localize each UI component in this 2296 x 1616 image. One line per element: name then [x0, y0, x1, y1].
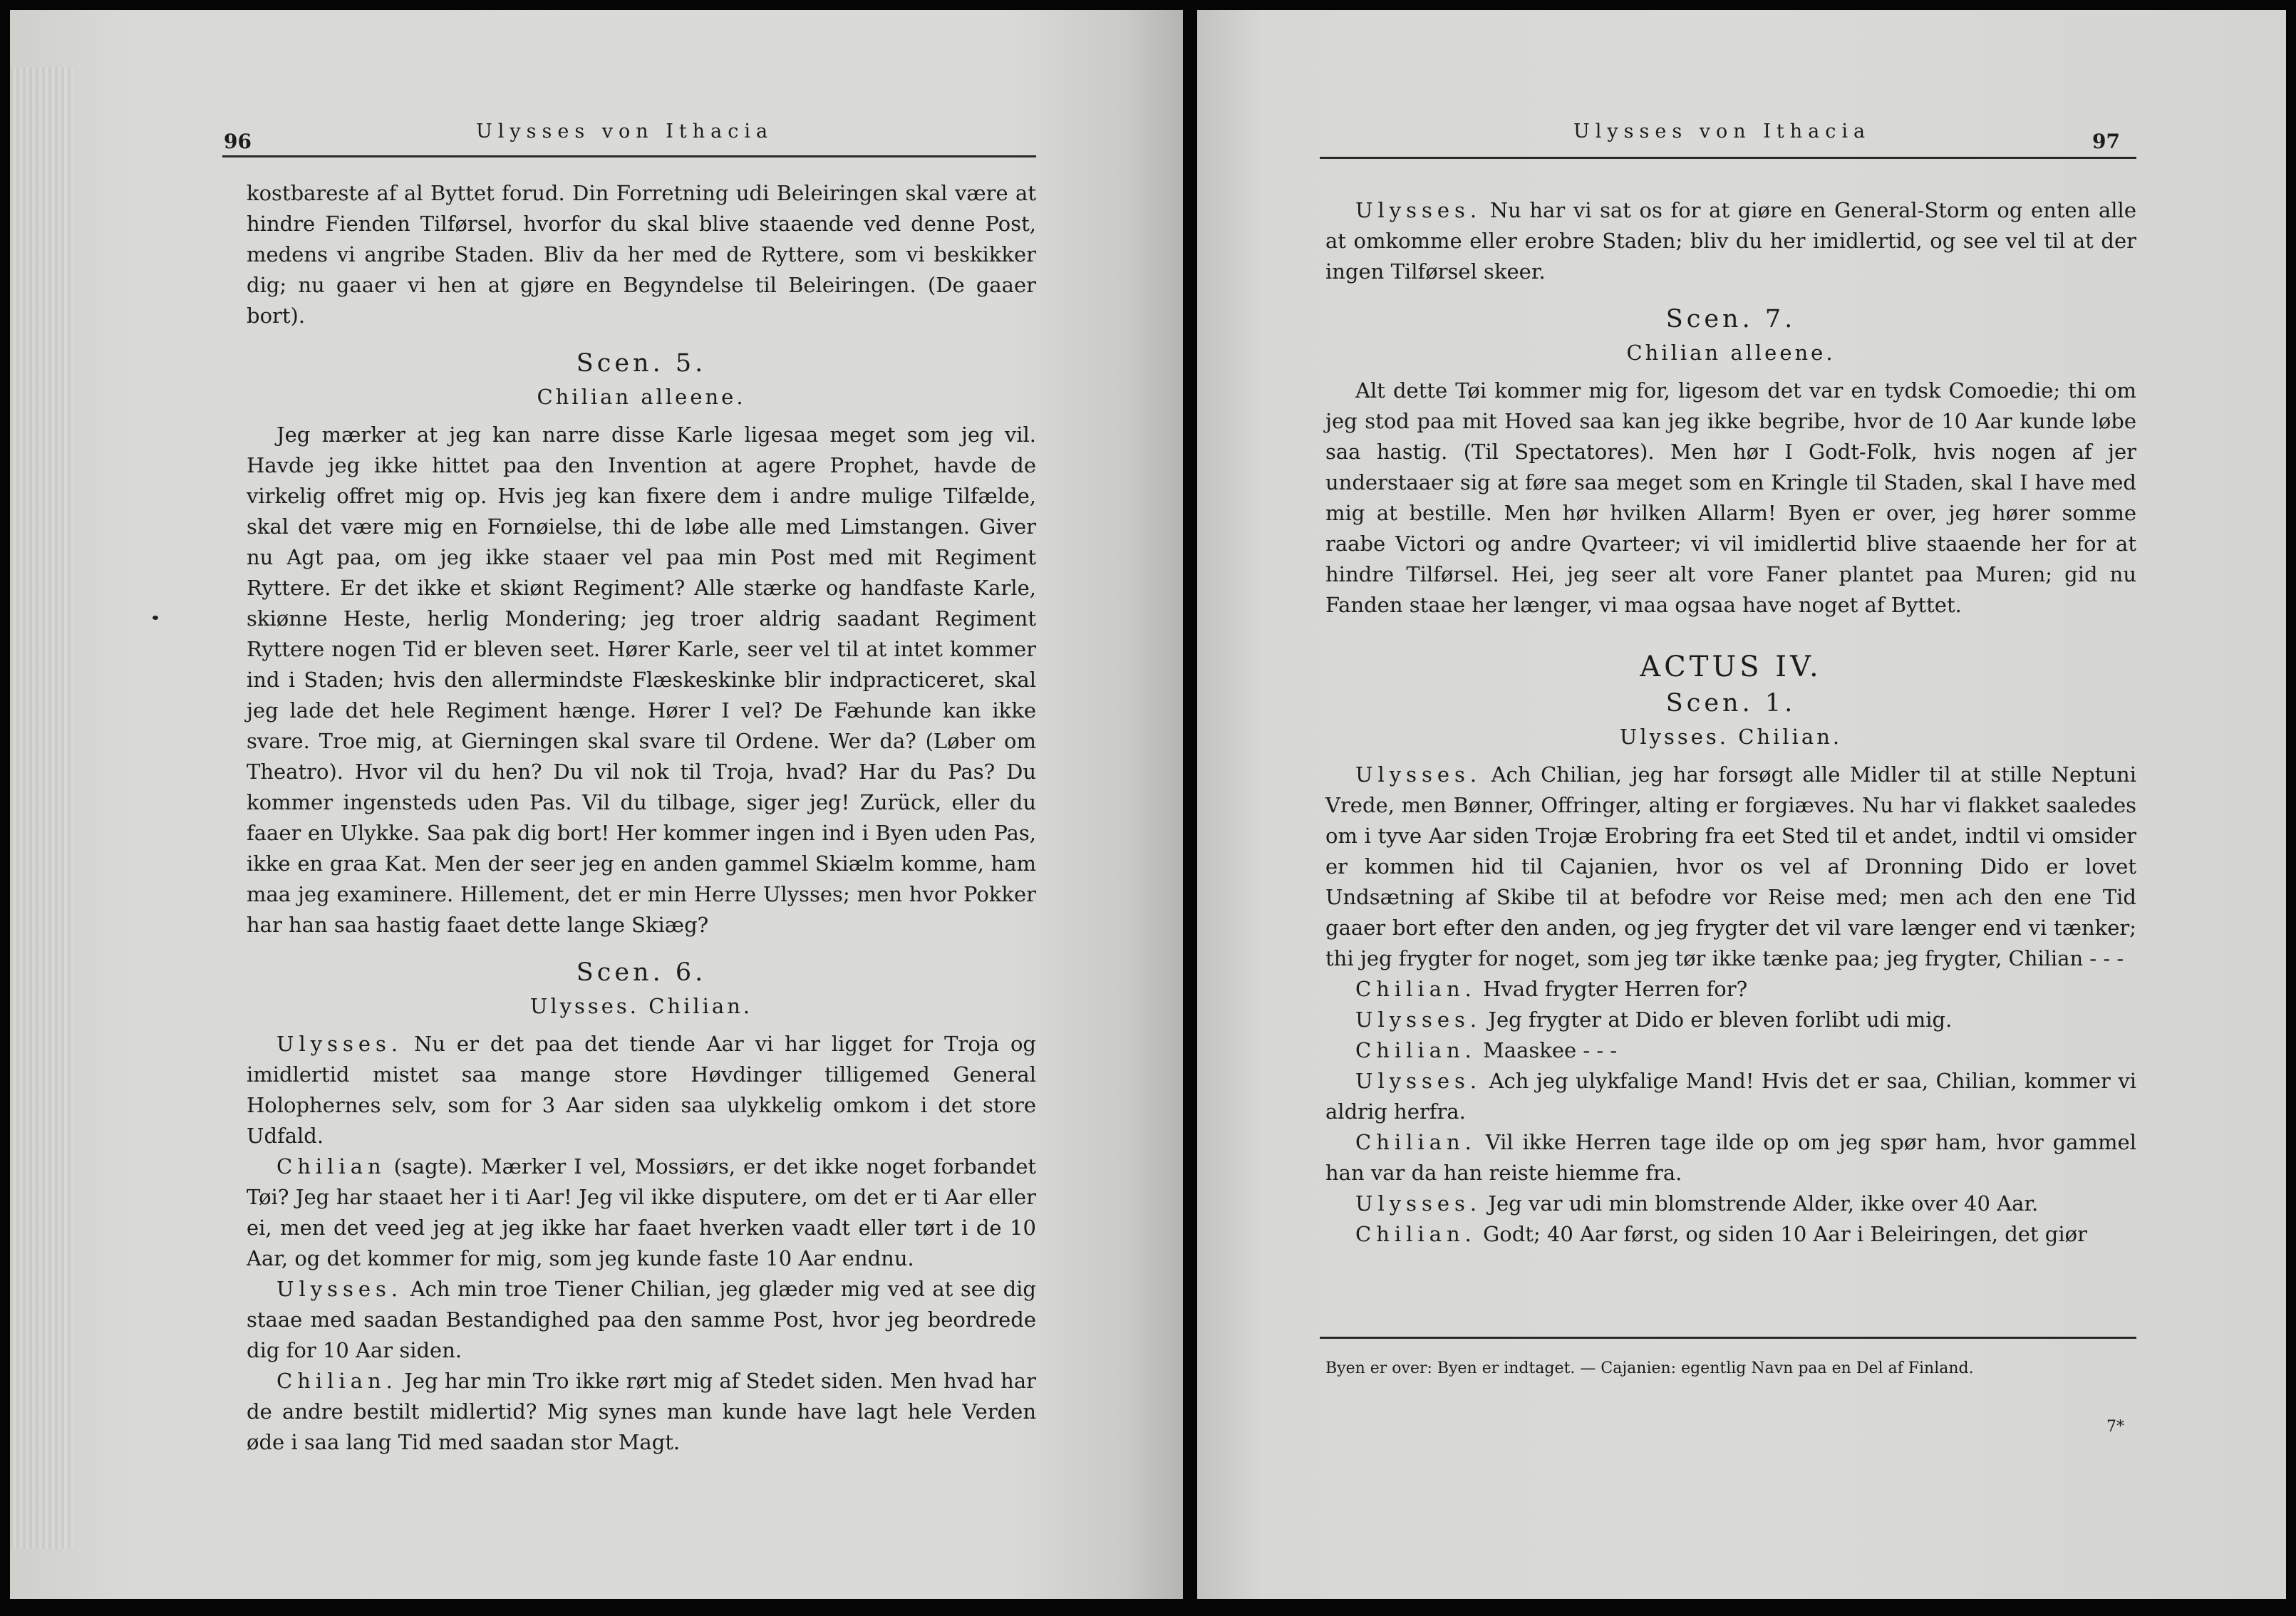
speaker: Chilian. — [276, 1369, 398, 1393]
footnote-rule — [1320, 1337, 2136, 1339]
line-text: Jeg frygter at Dido er bleven forlibt udi mig. — [1488, 1008, 1953, 1032]
line-text: (sagte). Mærker I vel, Mossiørs, er det ikke noget forbandet Tøi? Jeg har staaet her i ti Aar! Jeg vil ikke disputere, om det er ti Aar eller ei, men det veed jeg at jeg ikke har faaet hverken vaadt eller tørt i de 10 Aar, og det kommer for mig, som jeg kunde faste 10 Aar endnu. — [247, 1154, 1037, 1270]
scene-1-cast: Ulysses. Chilian. — [1619, 725, 1843, 749]
dialogue-line — [1325, 1127, 2136, 1188]
speaker: Ulysses. — [1355, 1008, 1482, 1032]
line-text: Ach jeg ulykfalige Mand! Hvis det er saa, Chilian, kommer vi aldrig herfra. — [1325, 1069, 2137, 1124]
scene-7-title: Scen. 7. — [1665, 305, 1796, 333]
page-number-left: 96 — [224, 130, 252, 153]
dialogue-line — [1325, 1066, 2136, 1127]
scene-1-title: Scen. 1. — [1665, 689, 1796, 718]
page-edge-stack — [10, 67, 74, 1549]
dialogue-line — [247, 1151, 1036, 1274]
right-page — [1197, 10, 2286, 1599]
speaker: Chilian. — [1355, 1130, 1477, 1154]
line-text: Ach min troe Tiener Chilian, jeg glæder mig ved at see dig staae med saadan Bestandighed paa den samme Post, hvor jeg beordrede dig for 10 Aar siden. — [247, 1277, 1036, 1362]
running-head-right: Ulysses von Ithacia — [1573, 120, 1871, 143]
scene-7-cast: Chilian alleene. — [1626, 341, 1836, 365]
line-text: Vil ikke Herren tage ilde op om jeg spør ham, hvor gammel han var da han reiste hiemme fra. — [1325, 1130, 2136, 1185]
speaker: Ulysses. — [1355, 1069, 1482, 1093]
speaker: Chilian. — [1355, 1038, 1477, 1062]
dialogue-line — [1325, 760, 2136, 974]
footnote-text: Byen er over: Byen er indtaget. — Cajanien: egentlig Navn paa en Del af Finland. — [1325, 1359, 1974, 1377]
left-page — [10, 10, 1183, 1599]
line-text: Nu har vi sat os for at giøre en General-Storm og enten alle at omkomme eller erobre Staden; bliv du her imidlertid, og see vel til at der ingen Tilførsel skeer. — [1325, 198, 2136, 284]
header-rule-right — [1320, 157, 2136, 159]
speaker: Ulysses. — [1355, 762, 1482, 787]
scene-5-monologue: Jeg mærker at jeg kan narre disse Karle ligesaa meget som jeg vil. Havde jeg ikke hittet paa den Invention at agere Prophet, havde de virkelig offret mig op. Hvis jeg kan fixere dem i andre mulige Tilfælde, skal det være mig en Fornøielse, thi de løbe alle med Limstangen. Giver nu Agt paa, om jeg ikke staaer vel paa min Post med mit Regiment Ryttere. Er det ikke et skiønt Regiment? Alle stærke og handfaste Karle, skiønne Heste, herlig Mondering; jeg troer aldrig saadant Regiment Ryttere nogen Tid er bleven seet. Hører Karle, seer vel til at intet kommer ind i Staden; hvis den allermindste Flæskeskinke blir indpracticeret, skal jeg lade det hele Regiment hænge. Hører I vel? De Fæhunde kan ikke svare. Troe mig, at Gierningen skal svare til Ordene. Wer da? (Løber om Theatro). Hvor vil du hen? Du vil nok til Troja, hvad? Har du Pas? Du kommer ingensteds uden Pas. Vil du tilbage, siger jeg! Zurück, eller du faaer en Ulykke. Saa pak dig bort! Her kommer ingen ind i Byen uden Pas, ikke en graa Kat. Men der seer jeg en anden gammel Skiælm komme, ham maa jeg examinere. Hillement, det er min Herre Ulysses; men hvor Pokker har han saa hastig faaet dette lange Skiæg? — [247, 423, 1036, 937]
line-text: Hvad frygter Herren for? — [1483, 977, 1748, 1001]
left-text-block — [247, 178, 1036, 1458]
dialogue-line — [247, 1274, 1036, 1366]
dialogue-line — [247, 1366, 1036, 1458]
dialogue-line — [1325, 1035, 2136, 1066]
line-text: Nu er det paa det tiende Aar vi har ligget for Troja og imidlertid mistet saa mange store Høvdinger tilligemed General Holophernes selv, som for 3 Aar siden saa ulykkelig omkom i det store Udfald. — [247, 1032, 1036, 1148]
header-rule-left — [222, 155, 1036, 157]
speaker: Ulysses. — [1355, 198, 1482, 222]
page-number-right: 97 — [2092, 130, 2120, 153]
speaker: Ulysses. — [276, 1032, 403, 1056]
running-head-left: Ulysses von Ithacia — [476, 120, 774, 143]
line-text: Godt; 40 Aar først, og siden 10 Aar i Beleiringen, det giør — [1483, 1222, 2087, 1246]
right-text-block — [1325, 195, 2136, 1250]
speaker: Ulysses. — [1355, 1191, 1482, 1216]
line-text: Ach Chilian, jeg har forsøgt alle Midler til at stille Neptuni Vrede, men Bønner, Offringer, alting er forgiæves. Nu har vi flakket saaledes om i tyve Aar siden Trojæ Erobring fra eet Sted til et andet, indtil vi omsider er kommen hid til Cajanien, hvor os vel af Dronning Dido er lovet Undsætning af Skibe til at befodre vor Reise med; men ach den ene Tid gaaer bort efter den anden, og jeg frygter det vil vare længer end vi tænker; thi jeg frygter for noget, som jeg tør ikke tænke paa; jeg frygter, Chilian - - - — [1325, 762, 2136, 970]
line-text: Jeg har min Tro ikke rørt mig af Stedet siden. Men hvad har de andre bestilt midlertid? Mig synes man kunde have lagt hele Verden øde i saa lang Tid med saadan stor Magt. — [247, 1369, 1037, 1454]
scene-6-title: Scen. 6. — [576, 958, 707, 987]
dialogue-line — [1325, 195, 2136, 287]
signature-mark: 7* — [2106, 1418, 2124, 1436]
line-text: Jeg var udi min blomstrende Alder, ikke over 40 Aar. — [1488, 1191, 2039, 1216]
speaker: Chilian. — [1355, 977, 1477, 1001]
dialogue-line — [1325, 1219, 2136, 1250]
dialogue-line — [247, 1029, 1036, 1151]
dialogue-line — [1325, 1005, 2136, 1035]
scene-5-cast: Chilian alleene. — [537, 385, 746, 409]
footnote — [1325, 1357, 2136, 1381]
act-heading: ACTUS IV. — [1640, 651, 1822, 683]
speaker: Ulysses. — [276, 1277, 403, 1301]
ink-speck — [152, 616, 158, 620]
scene-6-cast: Ulysses. Chilian. — [529, 994, 753, 1018]
dialogue-line — [1325, 974, 2136, 1005]
line-text: Maaskee - - - — [1483, 1038, 1618, 1062]
opening-paragraph-left: kostbareste af al Byttet forud. Din Forretning udi Beleiringen skal være at hindre Fienden Tilførsel, hvorfor du skal blive staaende ved denne Post, medens vi angribe Staden. Bliv da her med de Ryttere, som vi beskikker dig; nu gaaer vi hen at gjøre en Begyndelse til Beleiringen. (De gaaer bort). — [247, 181, 1036, 328]
scene-7-monologue: Alt dette Tøi kommer mig for, ligesom det var en tydsk Comoedie; thi om jeg stod paa mit Hoved saa kan jeg ikke begribe, hvor de 10 Aar kunde løbe saa hastig. (Til Spectatores). Men hør I Godt-Folk, hvis nogen af jer understaaer sig at føre saa meget som en Kringle til Staden, skal I have med mig at bestille. Men hør hvilken Allarm! Byen er over, jeg hører somme raabe Victori og andre Qvarteer; vi vil imidlertid blive staaende her for at hindre Tilførsel. Hei, jeg seer alt vore Faner plantet paa Muren; gid nu Fanden staae her længer, vi maa ogsaa have noget af Byttet. — [1325, 378, 2136, 617]
dialogue-line — [1325, 1188, 2136, 1219]
scene-5-title: Scen. 5. — [576, 349, 707, 378]
speaker: Chilian. — [1355, 1222, 1477, 1246]
speaker: Chilian — [276, 1154, 386, 1179]
